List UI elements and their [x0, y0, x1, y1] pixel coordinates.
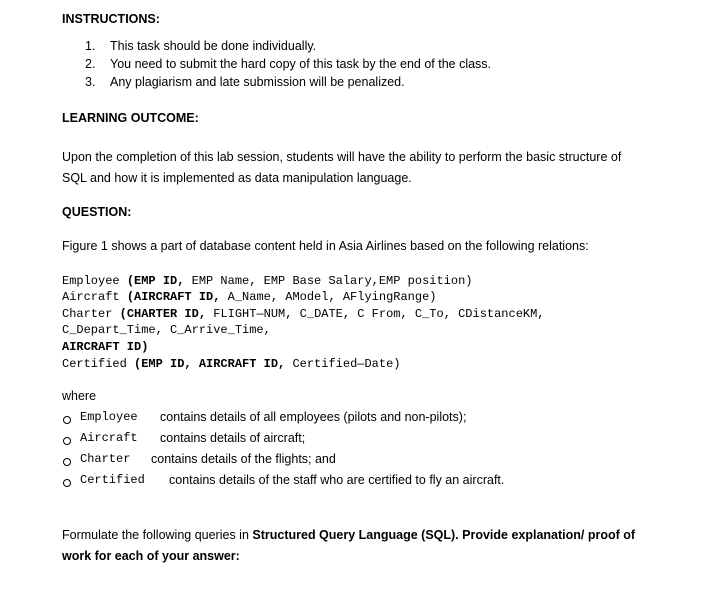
formulate-line2: work for each of your answer:: [62, 549, 240, 563]
bullet-term: Employee: [80, 410, 138, 424]
bullet-icon: [63, 416, 71, 424]
relation-key: (EMP ID,: [126, 274, 185, 288]
bullet-icon: [63, 479, 71, 487]
relation-attributes: A_Name, AModel, AFlyingRange): [227, 290, 437, 304]
instructions-heading: INSTRUCTIONS:: [62, 12, 160, 26]
relation-aircraft: [62, 290, 436, 304]
list-text: Any plagiarism and late submission will be penalized.: [110, 75, 405, 89]
list-number: 1.: [85, 39, 96, 53]
relation-charter-continued: C_Depart_Time, C_Arrive_Time,: [62, 323, 271, 337]
formulate-bold: Structured Query Language (SQL). Provide explanation/ proof of: [252, 528, 636, 542]
relation-charter-key2: AIRCRAFT ID): [62, 340, 149, 354]
question-heading: QUESTION:: [62, 205, 132, 219]
list-text: You need to submit the hard copy of this task by the end of the class.: [110, 57, 492, 71]
relation-key: (EMP ID, AIRCRAFT ID,: [134, 357, 286, 371]
relation-key: (CHARTER ID,: [119, 307, 207, 321]
bullet-desc: contains details of aircraft;: [160, 431, 306, 445]
question-intro: Figure 1 shows a part of database content held in Asia Airlines based on the following relations:: [62, 239, 589, 253]
relation-name: Employee: [62, 274, 120, 288]
relation-attributes: Certified—Date): [292, 357, 401, 371]
bullet-desc: contains details of all employees (pilots and non-pilots);: [160, 410, 467, 424]
relation-key: (AIRCRAFT ID,: [126, 290, 221, 304]
formulate-prefix: Formulate the following queries in: [62, 528, 253, 542]
bullet-term: Certified: [80, 473, 145, 487]
bullet-icon: [63, 437, 71, 445]
bullet-term: Charter: [80, 452, 131, 466]
learning-outcome-text-line1: Upon the completion of this lab session, students will have the ability to perform the basic structure of: [62, 150, 622, 164]
formulate-line1: [62, 528, 635, 542]
list-text: This task should be done individually.: [110, 39, 317, 53]
learning-outcome-text-line2: SQL and how it is implemented as data manipulation language.: [62, 171, 412, 185]
bullet-desc: contains details of the staff who are certified to fly an aircraft.: [169, 473, 505, 487]
bullet-icon: [63, 458, 71, 466]
list-number: 3.: [85, 75, 96, 89]
learning-outcome-heading: LEARNING OUTCOME:: [62, 111, 199, 125]
relation-name: Certified: [62, 357, 127, 371]
relation-charter: [62, 307, 545, 321]
bullet-term: Aircraft: [80, 431, 138, 445]
relation-name: Aircraft: [62, 290, 120, 304]
relation-certified: [62, 357, 400, 371]
relation-employee: [62, 274, 472, 288]
list-number: 2.: [85, 57, 96, 71]
relation-name: Charter: [62, 307, 113, 321]
relation-attributes: FLIGHT—NUM, C_DATE, C From, C_To, CDistanceKM,: [213, 307, 545, 321]
relation-attributes: EMP Name, EMP Base Salary,EMP position): [191, 274, 473, 288]
bullet-desc: contains details of the flights; and: [151, 452, 336, 466]
where-label: where: [62, 389, 97, 403]
